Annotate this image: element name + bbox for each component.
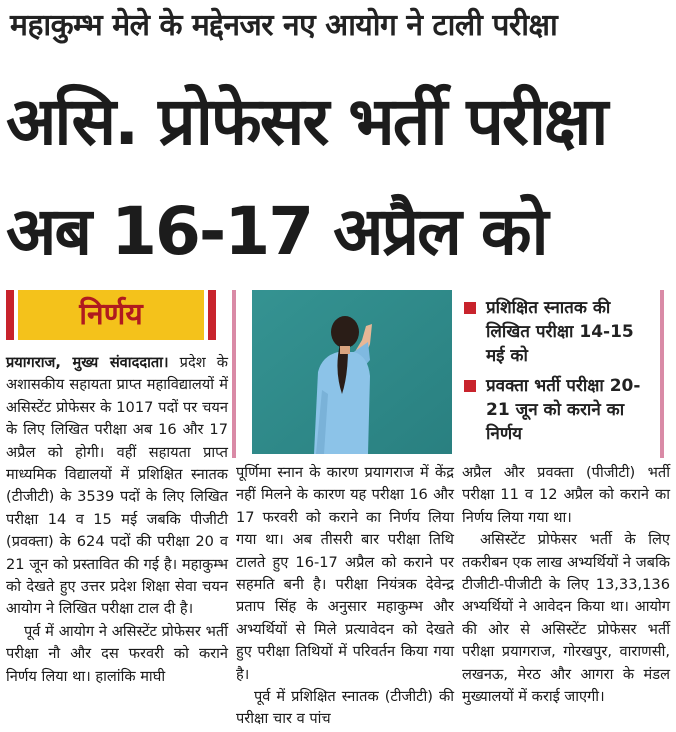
highlights-list xyxy=(462,296,658,452)
paragraph: असिस्टेंट प्रोफेसर भर्ती के लिए तकरीबन एक लाख अभ्यर्थियों ने जबकि टीजीटी-पीजीटी के लिए 13,33,136 अभ्यर्थियों ने आवेदन किया था। आयोग की ओर से असिस्टेंट प्रोफेसर भर्ती परीक्षा प्रयागराज, गोरखपुर, वाराणसी, लखनऊ, मेरठ और आगरा के मंडल मुख्यालयों में कराई जाएगी। xyxy=(462,531,670,706)
bullet-square-icon xyxy=(464,380,476,392)
article-column-2 xyxy=(236,462,454,731)
paragraph: पूर्व में प्रशिक्षित स्नातक (टीजीटी) की परीक्षा चार व पांच xyxy=(236,688,454,728)
headline-line-2: अब 16-17 अप्रैल को xyxy=(6,193,547,270)
label-bar-right xyxy=(208,290,216,340)
paragraph: पूर्व में आयोग ने असिस्टेंट प्रोफेसर भर्ती परीक्षा नौ और दस फरवरी को कराने निर्णय लिया था। हालांकि माघी xyxy=(6,622,228,685)
teacher-photo xyxy=(252,290,452,454)
article-column-1 xyxy=(6,352,228,688)
article-column-3 xyxy=(462,462,670,708)
paragraph xyxy=(6,352,228,621)
headline-line-1: असि. प्रोफेसर भर्ती परीक्षा xyxy=(6,83,607,160)
paragraph: पूर्णिमा स्नान के कारण प्रयागराज में केंद्र नहीं मिलने के कारण यह परीक्षा 16 और 17 फरवरी को कराने का निर्णय लिया गया था। अब तीसरी बार परीक्षा तिथि टालते हुए 16-17 अप्रैल को कराने पर सहमति बनी है। परीक्षा नियंत्रक देवेन्द्र प्रताप सिंह के अनुसार महाकुम्भ और अभ्यर्थियों से मिले प्रत्यावेदन को देखते हुए परीक्षा तिथियों में परिवर्तन किया गया है। xyxy=(236,464,454,683)
bullet-square-icon xyxy=(464,302,476,314)
highlight-text: प्रशिक्षित स्नातक की लिखित परीक्षा 14-15 मई को xyxy=(486,298,634,366)
paragraph: अप्रैल और प्रवक्ता (पीजीटी) भर्ती परीक्षा 11 व 12 अप्रैल को कराने का निर्णय लिया गया था। xyxy=(462,464,670,526)
column-divider xyxy=(232,290,236,458)
dateline: प्रयागराज, मुख्य संवाददाता। xyxy=(6,354,169,371)
paragraph-text: प्रदेश के अशासकीय सहायता प्राप्त महाविद्यालयों में असिस्टेंट प्रोफेसर के 1017 पदों पर चयन के लिए लिखित परीक्षा अब 16 और 17 अप्रैल को होगी। वहीं सहायता प्राप्त माध्यमिक विद्यालयों में प्रशिक्षित स्नातक (टीजीटी) के 3539 पदों के लिए लिखित परीक्षा 14 व 15 मई जबकि पीजीटी (प्रवक्ता) के 624 पदों की परीक्षा 20 व 21 जून को प्रस्तावित की गई है। महाकुम्भ को देखते हुए उत्तर प्रदेश शिक्षा सेवा चयन आयोग ने लिखित परीक्षा टाल दी है। xyxy=(6,354,228,618)
highlight-text: प्रवक्ता भर्ती परीक्षा 20-21 जून को कराने का निर्णय xyxy=(486,376,641,444)
highlight-item xyxy=(462,374,658,446)
highlight-item xyxy=(462,296,658,368)
kicker-headline: महाकुम्भ मेले के मद्देनजर नए आयोग ने टाली परीक्षा xyxy=(10,8,558,43)
decision-label: निर्णय xyxy=(18,290,204,340)
label-bar-left xyxy=(6,290,14,340)
decision-label-box xyxy=(6,290,216,340)
column-divider xyxy=(660,290,664,458)
